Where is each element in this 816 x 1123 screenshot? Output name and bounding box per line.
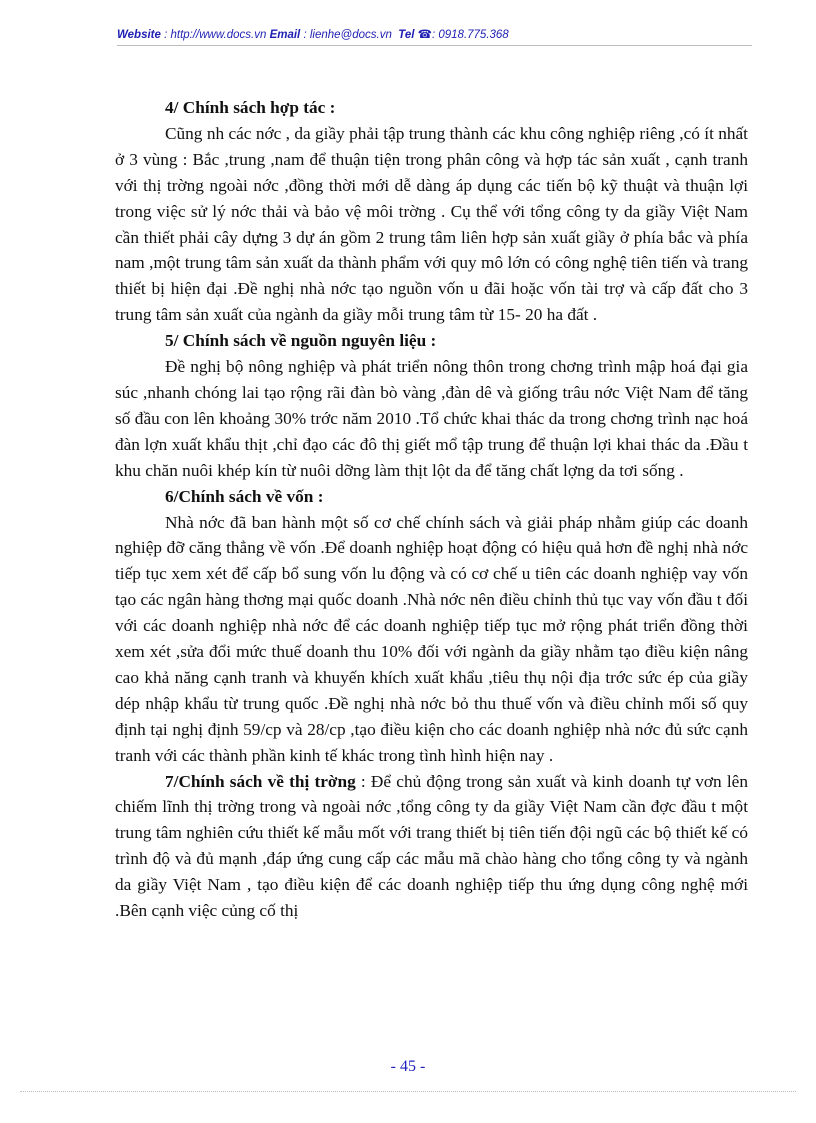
header-divider xyxy=(117,45,752,46)
section-4-heading: 4/ Chính sách hợp tác : xyxy=(165,98,336,117)
section-4-body: Cũng nh các nớc , da giầy phải tập trung thành các khu công nghiệp riêng ,có ít nhất ở 3 vùng : Bắc ,trung ,nam để thuận tiện trong phân công và hợp tác sản xuất , cạnh tranh với thị trờng ngoài nớc ,đồng thời mới dễ dàng áp dụng các tiến bộ kỹ thuật và thuận lợi trong việc sử lý nớc thải và bảo vệ môi trờng . Cụ thể với tổng công ty da giầy Việt Nam cần thiết phải cây dựng 3 dự án gồm 2 trung tâm liên hợp sản xuất giầy ở phía bắc và phía nam ,một trung tâm sản xuất da thành phẩm với quy mô lớn có công nghệ tiên tiến và trang thiết bị hiện đại .Đề nghị nhà nớc tạo nguồn vốn u đãi hoặc vốn tài trợ và cấp đất cho 3 trung tâm sản xuất của ngành da giầy mỗi trung tâm từ 15- 20 ha đất . xyxy=(115,123,748,325)
email-link[interactable]: : lienhe@docs.vn xyxy=(303,29,392,41)
phone-icon: ☎ xyxy=(417,29,432,41)
website-link[interactable]: : http://www.docs.vn xyxy=(164,29,267,41)
section-7-body: : Để chủ động trong sản xuất và kinh doanh tự vơn lên chiếm lĩnh thị trờng trong và ngoài nớc ,tổng công ty da giầy Việt Nam cần đợc đầu t một trung tâm nghiên cứu thiết kế mẫu mốt với trang thiết bị tiên tiến đội ngũ các bộ thiết kế có trình độ và đủ mạnh ,đáp ứng cung cấp các mẫu mã chào hàng cho tổng công ty và ngành da giầy Việt Nam , tạo điều kiện để các doanh nghiệp tiếp thu ứng dụng công nghệ mới .Bên cạnh việc củng cố thị xyxy=(115,771,748,921)
section-7-heading: 7/Chính sách về thị trờng xyxy=(165,771,356,791)
section-6-body: Nhà nớc đã ban hành một số cơ chế chính sách và giải pháp nhằm giúp các doanh nghiệp đỡ căng thẳng về vốn .Để doanh nghiệp hoạt động có hiệu quả hơn đề nghị nhà nớc tiếp tục xem xét để cấp bổ sung vốn lu động và có cơ chế u tiên các doanh nghiệp vay vốn tạo các ngân hàng thơng mại quốc doanh .Nhà nớc nên điều chỉnh thủ tục vay vốn đầu t đối với các doanh nghiệp nhà nớc để các doanh nghiệp tiếp tục mở rộng phát triển đồng thời xem xét ,sửa đổi mức thuế doanh thu 10% đối với ngành da giầy nhằm tạo điều kiện nâng cao khả năng cạnh tranh và khuyến khích xuất khẩu ,tiêu thụ nội địa trớc sức ép của giầy dép nhập khẩu từ trung quốc .Đề nghị nhà nớc bỏ thu thuế vốn và điều chỉnh mối số quy định tại nghị định 59/cp và 28/cp ,tạo điều kiện cho các doanh nghiệp nhà nớc đủ sức cạnh tranh với các thành phần kinh tế khác trong tình hình hiện nay . xyxy=(115,512,748,765)
page-header xyxy=(117,27,757,41)
tel-label: Tel xyxy=(398,29,415,41)
page-number: - 45 - xyxy=(390,1058,426,1075)
document-body xyxy=(115,95,748,924)
section-5-body: Đề nghị bộ nông nghiệp và phát triển nông thôn trong chơng trình mập hoá đại gia súc ,nhanh chóng lai tạo rộng rãi đàn bò vàng ,đàn dê và giống trâu nớc Việt Nam để tăng số đầu con lên khoảng 30% trớc năm 2010 .Tổ chức khai thác da trong chơng trình nạc hoá đàn lợn xuất khẩu thịt ,chỉ đạo các đô thị giết mổ tập trung để thuận lợi khai thác da .Đầu t khu chăn nuôi khép kín từ nuôi dỡng làm thịt lột da để tăng chất lợng da tơi sống . xyxy=(115,357,748,480)
email-label: Email xyxy=(269,29,301,41)
website-label: Website xyxy=(117,29,161,41)
section-6-heading: 6/Chính sách về vốn : xyxy=(165,486,324,506)
section-7-paragraph xyxy=(115,769,748,924)
section-5-heading: 5/ Chính sách về nguồn nguyên liệu : xyxy=(165,331,437,351)
footer-divider xyxy=(20,1091,796,1092)
tel-value: : 0918.775.368 xyxy=(431,29,509,41)
